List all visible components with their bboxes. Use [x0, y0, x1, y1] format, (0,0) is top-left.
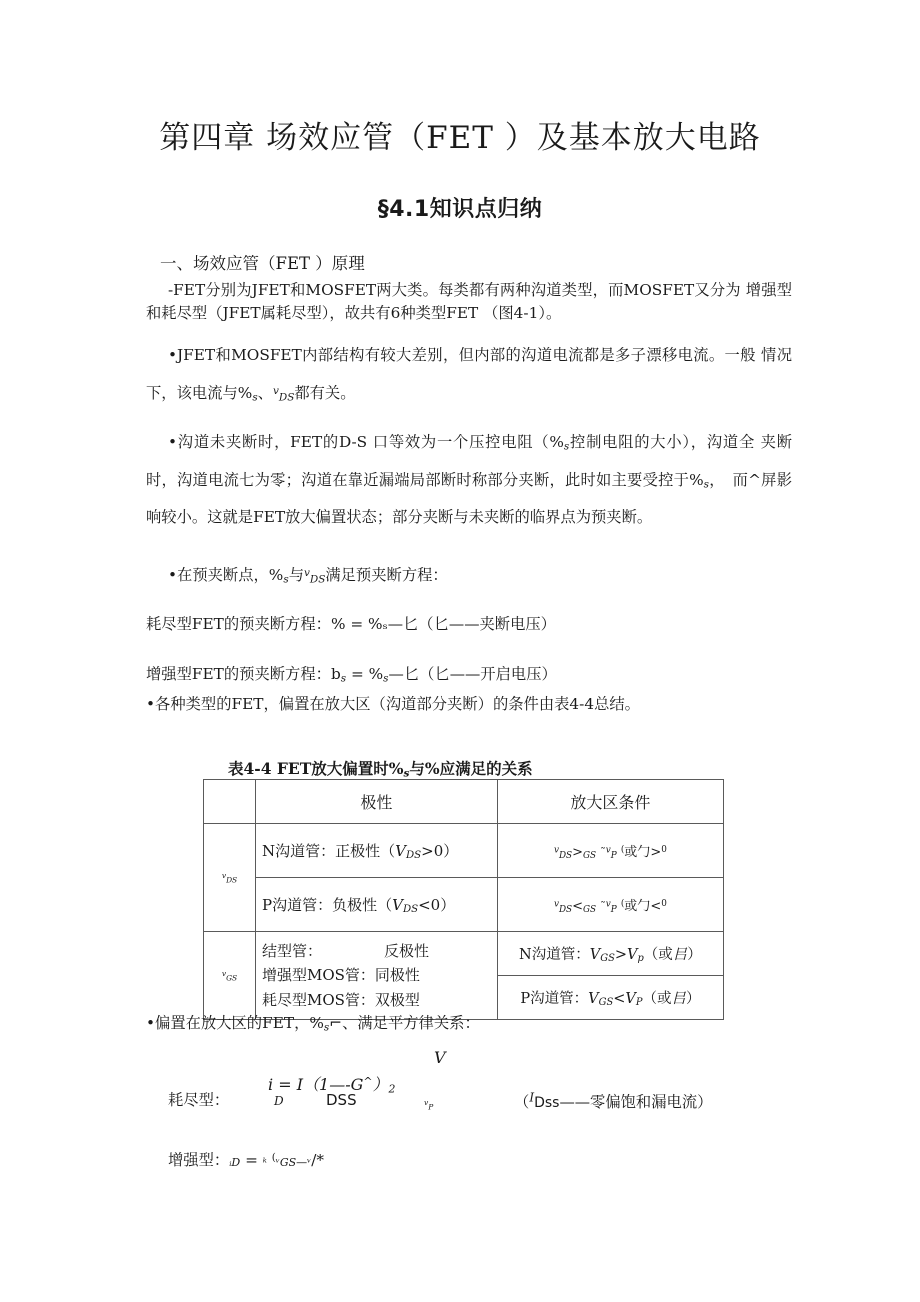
formula-depletion-sub-dss: DSS	[326, 1090, 357, 1109]
cell-polarity-n-channel-vds: N沟道管：正极性$(V_{DS}>0)$	[256, 824, 498, 878]
table-header-blank	[204, 780, 256, 824]
paragraph-table-intro: •各种类型的FET，偏置在放大区（沟道部分夹断）的条件由表4-4总结。	[146, 695, 640, 713]
paragraph-pinchoff: •沟道未夹断时，FET的D-S 口等效为一个压控电阻（$\%_s$控制电阻的大小），沟道全 夹断时，沟道电流七为零；沟道在靠近漏端局部断时称部分夹断，此时如主要受控于$\%_s$， 而^屏影响较小。这就是FET放大偏置状态；部分夹断与未夹断的临界点为预夹断。	[146, 433, 792, 527]
formula-depletion-row	[146, 1036, 806, 1169]
paragraph-prepinchoff-point: •在预夹断点，$\%_s$与$^v_{DS}$满足预夹断方程：	[168, 565, 448, 585]
formula-enhancement-line: 增强型：ᵢD = ᵏ (ᵛGS—ᵛ/*	[168, 1150, 325, 1169]
equation-enhancement-pinchoff: 增强型FET的预夹断方程：$b_s$ = $\%_s—$匕（匕——开启电压）	[146, 664, 557, 684]
section-subtitle: §4.1知识点归纳	[377, 197, 543, 222]
equation-depletion-pinchoff: 耗尽型FET的预夹断方程：% = %ₛ—匕（匕——夹断电压）	[146, 615, 556, 634]
polarity-line-depletion-mos: 耗尽型MOS管：双极型	[262, 990, 420, 1009]
page-title: 第四章 场效应管（FET ）及基本放大电路	[159, 120, 761, 156]
table-header-row	[204, 780, 724, 824]
table-header-polarity: 极性	[256, 780, 498, 824]
cell-polarity-p-channel-vds: P沟道管：负极性$(V_{DS}<0)$	[256, 878, 498, 932]
section-heading: 一、场效应管（FET ）原理	[160, 254, 365, 273]
cell-condition-p-channel-vgs: P沟道管：$V_{GS}<V_P$（或㠯）	[497, 976, 723, 1020]
formula-depletion-sub-d: D	[274, 1093, 284, 1108]
row-label-vds: $^v_{DS}$	[204, 824, 256, 932]
cell-condition-n-channel-vgs: N沟道管：$V_{GS}>V_p$（或㠯）	[497, 932, 723, 976]
table-row	[204, 932, 724, 976]
polarity-line-junction: 结型管： 反极性	[262, 942, 430, 961]
table-row	[204, 878, 724, 932]
formula-depletion-sub-vp: $^v_P$	[424, 1098, 434, 1112]
cell-condition-n-channel-vds: $^v_{DS}>_{GS}$ ˜$^v_P$ (或勹>$^0$	[497, 824, 723, 878]
formula-depletion-v: V	[434, 1047, 446, 1067]
cell-polarity-vgs-list	[256, 932, 498, 1020]
paragraph-structure-difference: •JFET和MOSFET内部结构有较大差别，但内部的沟道电流都是多子漂移电流。一般 情况下，该电流与$\%_s$、$^v_{DS}$都有关。	[146, 346, 792, 403]
formula-depletion-note: （$^I$Dss——零偏饱和漏电流）	[514, 1090, 713, 1111]
body-content	[146, 252, 792, 716]
cell-condition-p-channel-vds: $^v_{DS}<_{GS}$ ˜$^v_P$ (或勹<$^0$	[497, 878, 723, 932]
table-header-condition: 放大区条件	[497, 780, 723, 824]
table-row	[204, 824, 724, 878]
formula-depletion-label: 耗尽型：	[168, 1090, 230, 1109]
paragraph-fet-types: -FET分别为JFET和MOSFET两大类。每类都有两种沟道类型，而MOSFET又分为 增强型和耗尽型（JFET属耗尽型），故共有6种类型FET （图4-1）。	[146, 280, 792, 322]
formula-enhancement-label: 增强型：	[168, 1150, 230, 1169]
formula-lead-text: •偏置在放大区的FET，$\%_s⌐$、满足平方律关系：	[146, 1014, 480, 1034]
formula-block	[146, 1012, 806, 1169]
fet-amplification-table	[203, 779, 724, 1020]
row-label-vgs: $^v_{GS}$	[204, 932, 256, 1020]
polarity-line-enhancement-mos: 增强型MOS管：同极性	[262, 966, 420, 985]
table-caption: 表4-4 FET放大偏置时$\%_s$与%应满足的关系	[228, 759, 533, 780]
formula-depletion-main: $i = I(1—-G^{\^{}})_2$	[268, 1074, 396, 1096]
